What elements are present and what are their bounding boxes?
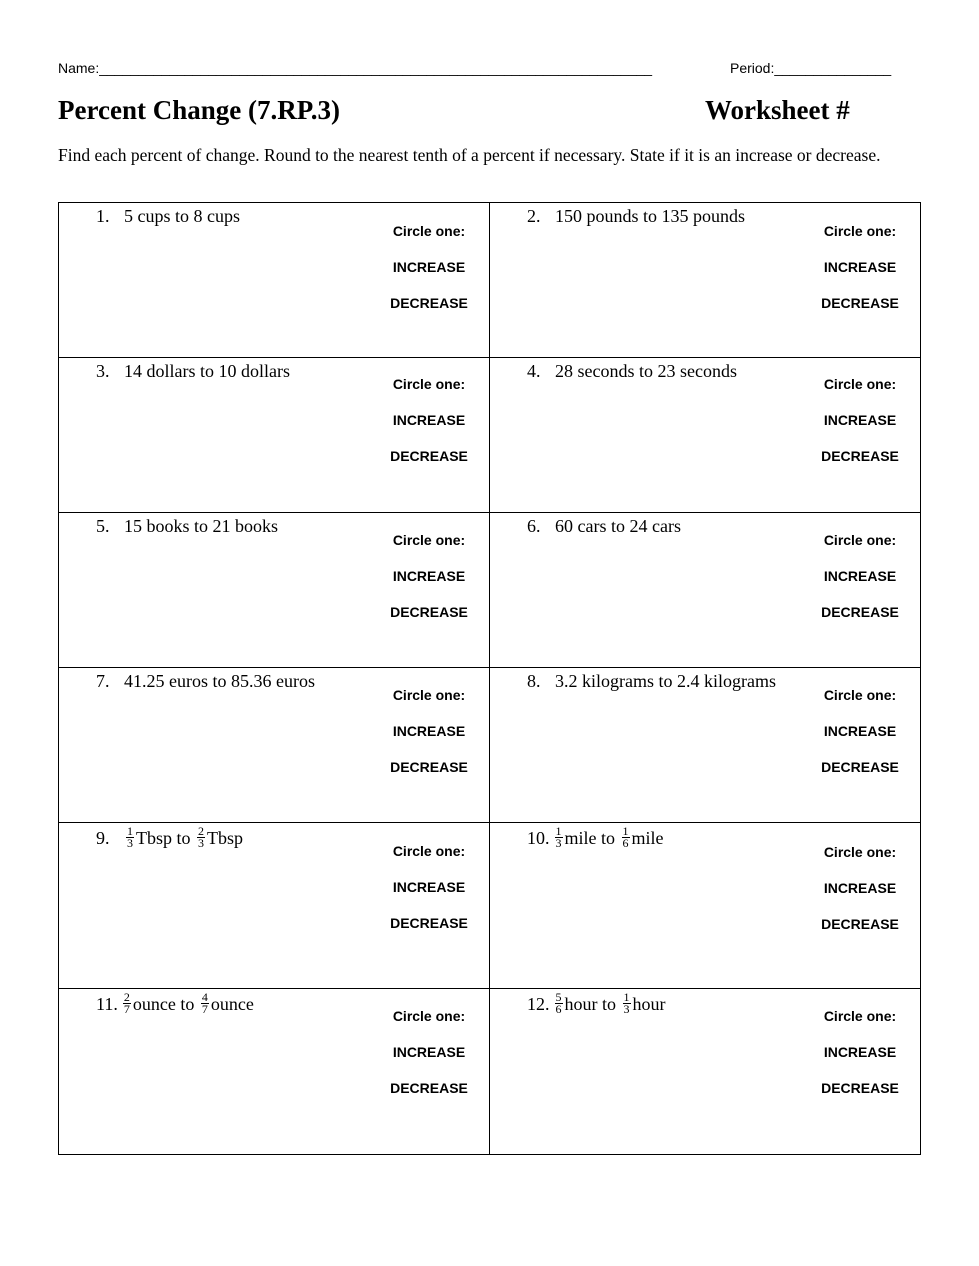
increase-option[interactable]: INCREASE xyxy=(392,1044,466,1060)
problem-cell-2 xyxy=(490,203,920,358)
problem-text: 10. $\frac{1}{3}$ mile to $\frac{1}{6}$ mile xyxy=(527,824,664,851)
circle-one-label: Circle one: xyxy=(823,376,897,392)
increase-option[interactable]: INCREASE xyxy=(823,259,897,275)
problem-text: 5. 15 books to 21 books xyxy=(96,516,279,536)
problem-text: 8. 3.2 kilograms to 2.4 kilograms xyxy=(527,671,776,691)
problem-cell-5 xyxy=(59,513,490,668)
circle-one-label: Circle one: xyxy=(823,1008,897,1024)
decrease-option[interactable]: DECREASE xyxy=(390,1080,468,1096)
problem-cell-12 xyxy=(490,989,920,1154)
decrease-option[interactable]: DECREASE xyxy=(821,916,899,932)
problem-cell-6 xyxy=(490,513,920,668)
circle-choice xyxy=(810,213,910,321)
circle-choice xyxy=(379,998,479,1106)
name-field[interactable]: Name:_______________________________________________________________________ xyxy=(58,60,653,76)
circle-choice xyxy=(810,677,910,785)
increase-option[interactable]: INCREASE xyxy=(392,568,466,584)
circle-choice xyxy=(379,522,479,630)
problem-text: 1. 5 cups to 8 cups xyxy=(96,206,240,226)
fraction: $\frac{1}{3}$ xyxy=(623,990,630,1017)
increase-option[interactable]: INCREASE xyxy=(823,723,897,739)
problem-cell-4 xyxy=(490,358,920,513)
decrease-option[interactable]: DECREASE xyxy=(821,759,899,775)
increase-option[interactable]: INCREASE xyxy=(392,723,466,739)
circle-one-label: Circle one: xyxy=(392,1008,466,1024)
increase-option[interactable]: INCREASE xyxy=(392,412,466,428)
problem-text: 9. $\frac{1}{3}$ Tbsp to $\frac{2}{3}$ Tbsp xyxy=(96,824,244,851)
circle-choice xyxy=(379,833,479,941)
increase-option[interactable]: INCREASE xyxy=(392,259,466,275)
decrease-option[interactable]: DECREASE xyxy=(390,604,468,620)
problem-cell-7 xyxy=(59,668,490,823)
circle-one-label: Circle one: xyxy=(823,844,897,860)
circle-choice xyxy=(379,213,479,321)
circle-choice xyxy=(810,366,910,474)
circle-one-label: Circle one: xyxy=(823,223,897,239)
circle-choice xyxy=(379,366,479,474)
problem-cell-9 xyxy=(59,823,490,989)
header-line xyxy=(58,60,916,80)
increase-option[interactable]: INCREASE xyxy=(392,879,466,895)
decrease-option[interactable]: DECREASE xyxy=(821,604,899,620)
increase-option[interactable]: INCREASE xyxy=(823,568,897,584)
fraction: $\frac{1}{6}$ xyxy=(622,824,629,851)
decrease-option[interactable]: DECREASE xyxy=(821,448,899,464)
worksheet-number: Worksheet # xyxy=(705,95,850,125)
decrease-option[interactable]: DECREASE xyxy=(390,759,468,775)
circle-one-label: Circle one: xyxy=(392,687,466,703)
fraction: $\frac{5}{6}$ xyxy=(555,990,562,1017)
fraction: $\frac{1}{3}$ xyxy=(127,824,133,851)
problem-text: 6. 60 cars to 24 cars xyxy=(527,516,681,536)
circle-choice xyxy=(810,522,910,630)
circle-one-label: Circle one: xyxy=(823,687,897,703)
problem-cell-11 xyxy=(59,989,490,1154)
problem-text: 3. 14 dollars to 10 dollars xyxy=(96,361,290,381)
decrease-option[interactable]: DECREASE xyxy=(821,1080,899,1096)
decrease-option[interactable]: DECREASE xyxy=(821,295,899,311)
increase-option[interactable]: INCREASE xyxy=(823,880,897,896)
circle-one-label: Circle one: xyxy=(392,223,466,239)
problem-cell-3 xyxy=(59,358,490,513)
fraction: $\frac{4}{7}$ xyxy=(201,990,208,1017)
problem-text: 4. 28 seconds to 23 seconds xyxy=(527,361,737,381)
instructions: Find each percent of change. Round to the nearest tenth of a percent if necessary. State if it is an increase or decrease. xyxy=(58,145,881,165)
circle-one-label: Circle one: xyxy=(823,532,897,548)
increase-option[interactable]: INCREASE xyxy=(823,1044,897,1060)
problem-text: 2. 150 pounds to 135 pounds xyxy=(527,206,746,226)
page-title: Percent Change (7.RP.3) xyxy=(58,95,340,125)
problem-cell-10 xyxy=(490,823,920,989)
period-field[interactable]: Period:_______________ xyxy=(730,60,892,76)
fraction: $\frac{1}{3}$ xyxy=(555,824,562,851)
fraction: $\frac{2}{7}$ xyxy=(123,990,130,1017)
circle-one-label: Circle one: xyxy=(392,532,466,548)
decrease-option[interactable]: DECREASE xyxy=(390,915,468,931)
problem-text: 11. $\frac{2}{7}$ ounce to $\frac{4}{7}$ ounce xyxy=(96,990,254,1017)
circle-choice xyxy=(810,998,910,1106)
problem-text: 12. $\frac{5}{6}$ hour to $\frac{1}{3}$ hour xyxy=(527,990,666,1017)
fraction: $\frac{2}{3}$ xyxy=(198,824,205,851)
increase-option[interactable]: INCREASE xyxy=(823,412,897,428)
decrease-option[interactable]: DECREASE xyxy=(390,295,468,311)
problem-cell-1 xyxy=(59,203,490,358)
circle-one-label: Circle one: xyxy=(392,843,466,859)
problem-text: 7. 41.25 euros to 85.36 euros xyxy=(96,671,315,691)
problem-cell-8 xyxy=(490,668,920,823)
problem-grid xyxy=(58,202,921,1155)
circle-choice xyxy=(810,834,910,942)
decrease-option[interactable]: DECREASE xyxy=(390,448,468,464)
circle-choice xyxy=(379,677,479,785)
circle-one-label: Circle one: xyxy=(392,376,466,392)
